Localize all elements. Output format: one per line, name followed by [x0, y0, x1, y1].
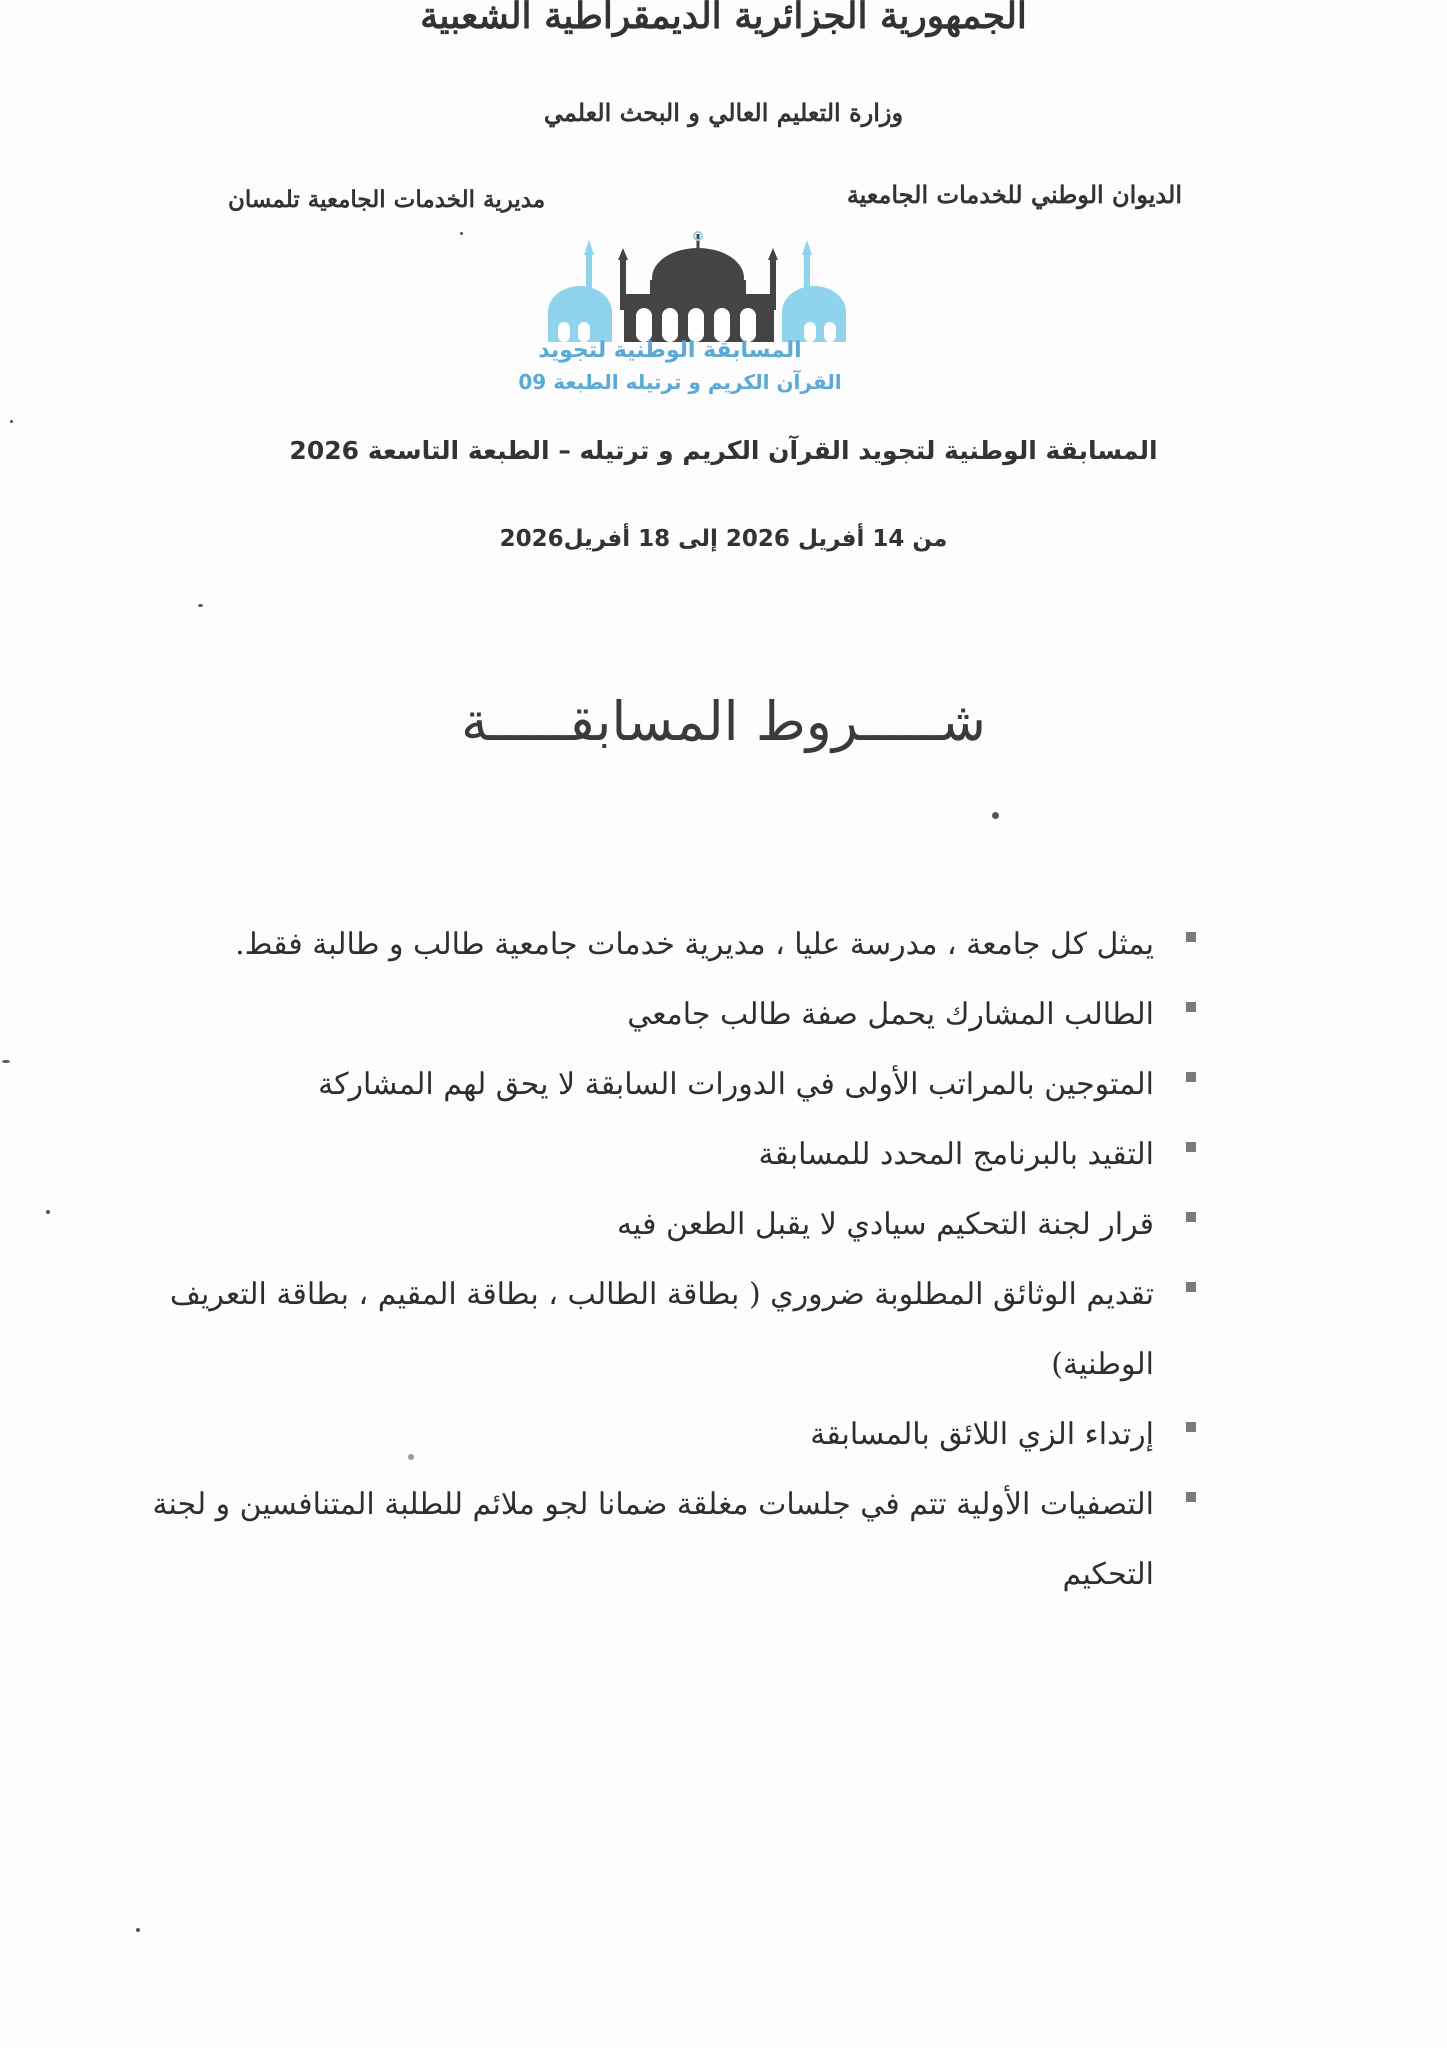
- square-bullet-icon: [1186, 1212, 1196, 1222]
- condition-item: يمثل كل جامعة ، مدرسة عليا ، مديرية خدمات جامعية طالب و طالبة فقط.: [102, 910, 1182, 980]
- condition-item: التصفيات الأولية تتم في جلسات مغلقة ضمانا لجو ملائم للطلبة المتنافسين و لجنة التحكيم: [102, 1470, 1182, 1610]
- competition-dates: من 14 أفريل 2026 إلى 18 أفريل2026: [499, 526, 948, 552]
- square-bullet-icon: [1186, 1142, 1196, 1152]
- scan-speck: [198, 604, 203, 607]
- mosque-icon: [484, 230, 884, 345]
- logo-text-line1: المسابقة الوطنية لتجويد: [538, 338, 802, 363]
- republic-header: الجمهورية الجزائرية الديمقراطية الشعبية: [420, 0, 1027, 37]
- scan-speck: [2, 1060, 10, 1063]
- scan-speck: [136, 1928, 140, 1932]
- square-bullet-icon: [1186, 1072, 1196, 1082]
- ministry-header: وزارة التعليم العالي و البحث العلمي: [543, 98, 904, 127]
- scan-speck: [10, 420, 13, 423]
- condition-item: المتوجين بالمراتب الأولى في الدورات السابقة لا يحق لهم المشاركة: [102, 1050, 1182, 1120]
- condition-item: الطالب المشارك يحمل صفة طالب جامعي: [102, 980, 1182, 1050]
- office-header: الديوان الوطني للخدمات الجامعية: [846, 180, 1182, 209]
- square-bullet-icon: [1186, 1422, 1196, 1432]
- condition-item: تقديم الوثائق المطلوبة ضروري ( بطاقة الطالب ، بطاقة المقيم ، بطاقة التعريف الوطنية): [102, 1260, 1182, 1400]
- condition-item: التقيد بالبرنامج المحدد للمسابقة: [102, 1120, 1182, 1190]
- directorate-header: مديرية الخدمات الجامعية تلمسان: [228, 186, 546, 213]
- scan-speck: [408, 1454, 414, 1460]
- square-bullet-icon: [1186, 1002, 1196, 1012]
- scan-speck: [992, 812, 999, 819]
- square-bullet-icon: [1186, 932, 1196, 942]
- competition-title: المسابقة الوطنية لتجويد القرآن الكريم و ترتيله – الطبعة التاسعة 2026: [289, 436, 1158, 465]
- scan-speck: [460, 232, 463, 235]
- conditions-heading: شـــــروط المسابقـــــة: [460, 690, 987, 753]
- logo-text-line2: القرآن الكريم و ترتيله الطبعة 09: [518, 370, 842, 394]
- condition-item: قرار لجنة التحكيم سيادي لا يقبل الطعن فيه: [102, 1190, 1182, 1260]
- conditions-list: [102, 910, 1182, 1610]
- condition-item: إرتداء الزي اللائق بالمسابقة: [102, 1400, 1182, 1470]
- scan-speck: [46, 1210, 50, 1214]
- square-bullet-icon: [1186, 1492, 1196, 1502]
- square-bullet-icon: [1186, 1282, 1196, 1292]
